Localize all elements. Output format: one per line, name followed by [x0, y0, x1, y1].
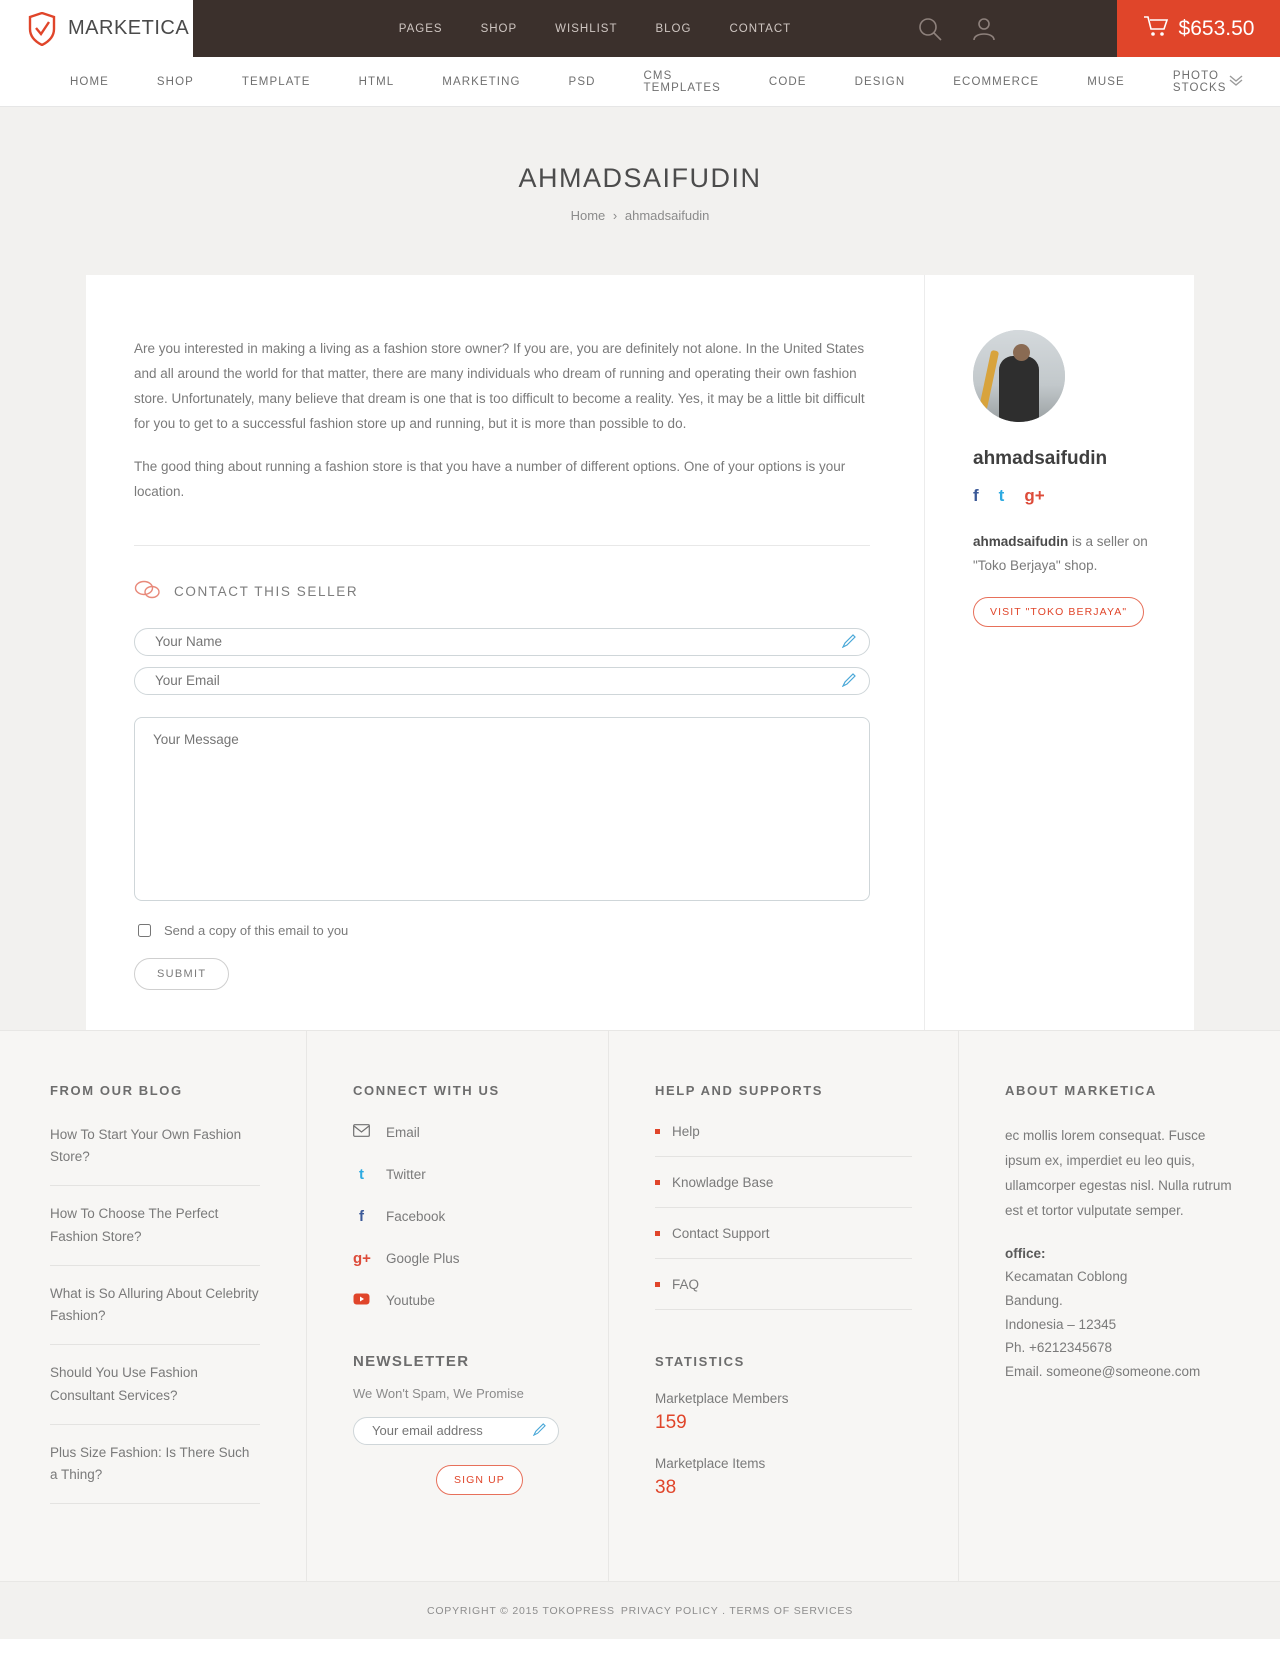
list-item[interactable]: How To Choose The Perfect Fashion Store?: [50, 1203, 260, 1266]
content-card: [86, 275, 1194, 1030]
help-item-label: FAQ: [672, 1276, 700, 1292]
connect-item-google-plus[interactable]: [353, 1250, 562, 1267]
breadcrumb-separator: ›: [612, 208, 618, 223]
office-line: Indonesia – 12345: [1005, 1316, 1117, 1332]
nav-item-psd[interactable]: PSD: [568, 75, 596, 88]
email-field-wrap: [134, 667, 870, 695]
user-icon[interactable]: [971, 16, 997, 42]
office-line: Kecamatan Coblong: [1005, 1269, 1128, 1285]
connect-item-email[interactable]: [353, 1124, 562, 1141]
visit-shop-button[interactable]: VISIT "TOKO BERJAYA": [973, 597, 1144, 627]
seller-description: [973, 530, 1158, 577]
chevron-double-down-icon[interactable]: [1228, 73, 1244, 90]
name-input[interactable]: [134, 628, 870, 656]
cart-total: $653.50: [1178, 16, 1255, 40]
connect-item-youtube[interactable]: [353, 1292, 562, 1309]
top-nav-item-shop[interactable]: SHOP: [480, 22, 518, 35]
nav-item-ecommerce[interactable]: ECOMMERCE: [953, 75, 1040, 88]
list-item[interactable]: [655, 1175, 912, 1208]
office-label: office:: [1005, 1245, 1046, 1261]
footer-blog-column: [0, 1031, 307, 1582]
breadcrumb: [0, 208, 1280, 223]
statistics-heading: STATISTICS: [655, 1353, 745, 1369]
cart-icon: [1143, 15, 1169, 43]
list-item[interactable]: How To Start Your Own Fashion Store?: [50, 1124, 260, 1187]
connect-item-twitter[interactable]: [353, 1166, 562, 1183]
connect-item-facebook[interactable]: [353, 1208, 562, 1225]
twitter-icon: t: [359, 1165, 364, 1183]
email-input[interactable]: [134, 667, 870, 695]
bullet-icon: [655, 1231, 660, 1236]
copyright-links[interactable]: PRIVACY POLICY . TERMS OF SERVICES: [620, 1604, 854, 1617]
help-item-label: Contact Support: [672, 1225, 770, 1241]
content-main: [86, 275, 925, 1030]
footer-blog-heading: FROM OUR BLOG: [50, 1082, 183, 1098]
cart-button[interactable]: [1117, 0, 1280, 57]
seller-description-rest: is a seller on "Toko Berjaya" shop.: [973, 534, 1148, 573]
envelope-icon: [353, 1124, 370, 1141]
about-paragraph: ec mollis lorem consequat. Fusce ipsum ex, imperdiet eu leo quis, ullamcorper egestas nisl. Nulla rutrum est et tortor vulputate semper.: [1005, 1127, 1232, 1218]
stat-label-members: Marketplace Members: [655, 1390, 789, 1406]
send-copy-checkbox[interactable]: [138, 924, 151, 937]
search-icon[interactable]: [917, 16, 943, 42]
page-title: AHMADSAIFUDIN: [518, 163, 762, 193]
twitter-icon[interactable]: t: [998, 486, 1005, 505]
newsletter-email-input[interactable]: [353, 1417, 559, 1445]
copyright-text: COPYRIGHT © 2015 TOKOPRESS: [426, 1604, 615, 1617]
stat-value-items: 38: [655, 1476, 677, 1498]
pencil-icon: [842, 673, 856, 690]
connect-item-label: Google Plus: [386, 1250, 460, 1266]
footer-connect-heading: CONNECT WITH US: [353, 1082, 500, 1098]
help-item-label: Help: [672, 1123, 700, 1139]
footer-connect-column: [307, 1031, 609, 1582]
logo-text: MARKETICA: [68, 17, 190, 39]
newsletter-heading: NEWSLETTER: [353, 1352, 470, 1370]
google-plus-icon[interactable]: g+: [1024, 486, 1045, 505]
stat-label-items: Marketplace Items: [655, 1455, 766, 1471]
list-item[interactable]: [655, 1124, 912, 1157]
name-field-wrap: [134, 628, 870, 656]
logo[interactable]: [0, 0, 193, 57]
bullet-icon: [655, 1282, 660, 1287]
breadcrumb-current: ahmadsaifudin: [624, 208, 710, 223]
top-nav-item-pages[interactable]: PAGES: [398, 22, 443, 35]
pencil-icon: [842, 634, 856, 651]
top-nav-item-wishlist[interactable]: WISHLIST: [555, 22, 618, 35]
footer-help-column: [609, 1031, 959, 1582]
page-header: [0, 107, 1280, 275]
bullet-icon: [655, 1180, 660, 1185]
connect-item-label: Email: [386, 1124, 420, 1140]
chat-bubbles-icon: [134, 579, 160, 604]
list-item[interactable]: [655, 1277, 912, 1310]
connect-item-label: Twitter: [386, 1166, 426, 1182]
nav-item-html[interactable]: HTML: [358, 75, 395, 88]
nav-item-home[interactable]: HOME: [70, 75, 109, 88]
list-item[interactable]: What is So Alluring About Celebrity Fashion?: [50, 1283, 260, 1346]
facebook-icon: f: [359, 1207, 364, 1225]
top-nav-item-blog[interactable]: BLOG: [655, 22, 692, 35]
connect-item-label: Youtube: [386, 1292, 436, 1308]
breadcrumb-home[interactable]: Home: [570, 208, 606, 223]
list-item[interactable]: [655, 1226, 912, 1259]
office-line: Ph. +6212345678: [1005, 1340, 1112, 1356]
facebook-icon[interactable]: f: [973, 486, 979, 505]
footer: [0, 1030, 1280, 1582]
nav-item-shop[interactable]: SHOP: [156, 75, 194, 88]
seller-name: ahmadsaifudin: [973, 448, 1108, 469]
seller-social-links: [973, 486, 1158, 506]
message-textarea[interactable]: [134, 717, 870, 901]
office-line: Email. someone@someone.com: [1005, 1363, 1201, 1379]
seller-description-name: ahmadsaifudin: [973, 534, 1069, 549]
content-wrapper: [0, 275, 1280, 1030]
nav-item-template[interactable]: TEMPLATE: [241, 75, 311, 88]
nav-item-photo-stocks[interactable]: PHOTO STOCKS: [1172, 69, 1227, 94]
google-plus-icon: g+: [353, 1249, 371, 1267]
contact-seller-title: CONTACT THIS SELLER: [174, 583, 359, 599]
top-bar: [0, 0, 1280, 57]
footer-about-column: [959, 1031, 1280, 1582]
divider: [134, 545, 870, 546]
intro-paragraph-2: The good thing about running a fashion store is that you have a number of different options. One of your options is your location.: [134, 458, 846, 499]
nav-item-marketing[interactable]: MARKETING: [442, 75, 521, 88]
seller-sidebar: [925, 275, 1194, 1030]
main-nav: [0, 57, 1280, 107]
newsletter-field-wrap: [353, 1417, 559, 1445]
send-copy-row: [134, 921, 870, 940]
nav-item-design[interactable]: DESIGN: [854, 75, 906, 88]
send-copy-label: Send a copy of this email to you: [164, 922, 349, 938]
footer-help-heading: HELP AND SUPPORTS: [655, 1082, 824, 1098]
office-line: Bandung.: [1005, 1292, 1063, 1308]
shield-check-icon: [28, 12, 56, 46]
youtube-icon: [353, 1292, 370, 1309]
help-item-label: Knowladge Base: [672, 1174, 774, 1190]
list-item[interactable]: Should You Use Fashion Consultant Services?: [50, 1362, 260, 1425]
footer-about-heading: ABOUT MARKETICA: [1005, 1082, 1157, 1098]
bullet-icon: [655, 1129, 660, 1134]
avatar: [973, 330, 1065, 422]
submit-button[interactable]: SUBMIT: [134, 958, 229, 990]
newsletter-subtitle: We Won't Spam, We Promise: [353, 1385, 524, 1401]
pencil-icon: [533, 1423, 546, 1439]
newsletter-signup-button[interactable]: SIGN UP: [436, 1465, 523, 1495]
top-nav-item-contact[interactable]: CONTACT: [729, 22, 792, 35]
connect-item-label: Facebook: [386, 1208, 446, 1224]
top-icons: [917, 0, 997, 57]
copyright-bar: [0, 1581, 1280, 1639]
stat-value-members: 159: [655, 1411, 687, 1433]
nav-item-code[interactable]: CODE: [768, 75, 807, 88]
contact-seller-header: [134, 579, 870, 604]
about-office: [1005, 1242, 1234, 1384]
nav-item-muse[interactable]: MUSE: [1087, 75, 1125, 88]
nav-item-cms-templates[interactable]: CMS TEMPLATES: [643, 69, 721, 94]
intro-paragraph-1: Are you interested in making a living as a fashion store owner? If you are, you are definitely not alone. In the United States and all around the world for that matter, there are many individuals who dream of running and operating their own fashion store. Unfortunately, many believe that dream is one that is too difficult to become a reality. Yes, it may be a little bit difficult for you to get to a successful fashion store up and running, but it is more than possible to do.: [134, 341, 865, 431]
list-item[interactable]: Plus Size Fashion: Is There Such a Thing?: [50, 1442, 260, 1505]
